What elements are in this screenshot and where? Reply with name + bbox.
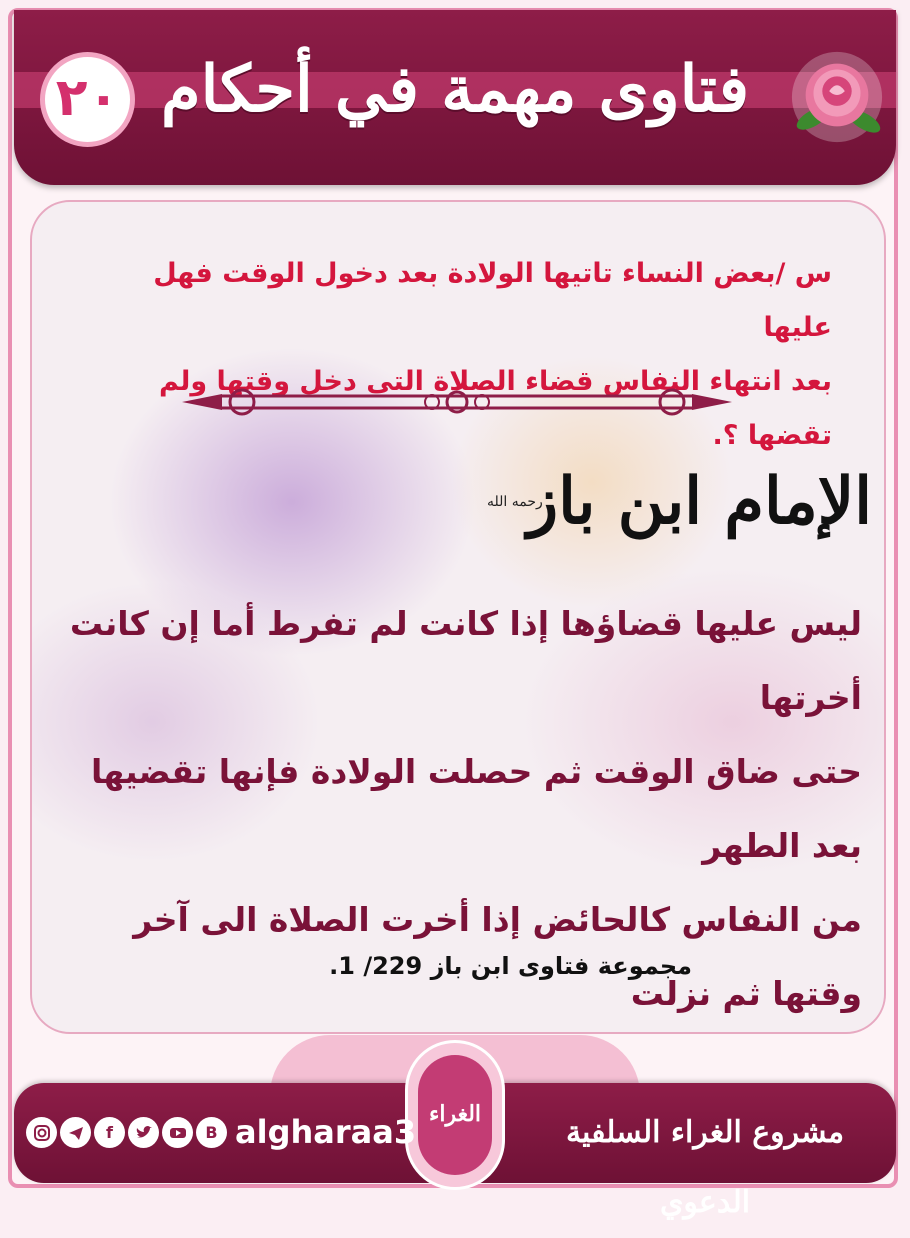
twitter-icon[interactable] (128, 1117, 159, 1148)
scholar-name: الإمام ابن باز (527, 464, 872, 539)
telegram-icon[interactable] (60, 1117, 91, 1148)
content-card (30, 200, 886, 1034)
question-line: س /بعض النساء تاتيها الولادة بعد دخول الوقت فهل عليها (153, 258, 832, 343)
answer-line: حتى ضاق الوقت ثم حصلت الولادة فإنها تقضيها بعد الطهر (90, 752, 862, 865)
fatwa-number-badge: ٢٠ (40, 52, 135, 147)
question-text (92, 247, 832, 463)
project-name: مشروع الغراء السلفية الدعوي (565, 1115, 845, 1220)
blogger-icon[interactable]: B (196, 1117, 227, 1148)
answer-line (52, 1031, 862, 1034)
answer-line: من النفاس كالحائض إذا أخرت الصلاة الى آخر وقتها ثم نزلت (133, 900, 862, 1013)
rose-icon (788, 48, 886, 146)
scholar-honorific: رحمه الله (487, 494, 543, 510)
project-logo[interactable] (405, 1040, 505, 1190)
youtube-icon[interactable] (162, 1117, 193, 1148)
page-title: فتاوى مهمة في أحكام (160, 52, 750, 127)
project-logo-text: الغراء (418, 1055, 492, 1175)
source-reference: مجموعة فتاوى ابن باز 229/ 1. (329, 952, 692, 980)
ornamental-divider (182, 380, 732, 424)
answer-line: ليس عليها قضاؤها إذا كانت لم تفرط أما إن كانت أخرتها (69, 604, 862, 717)
instagram-icon[interactable] (26, 1117, 57, 1148)
social-handle[interactable]: algharaa3 (235, 1113, 417, 1151)
question-line: بعد انتهاء النفاس قضاء الصلاة التي دخل وقتها ولم تقضها ؟. (159, 366, 832, 451)
facebook-icon[interactable]: f (94, 1117, 125, 1148)
social-icons-row (26, 1117, 227, 1151)
